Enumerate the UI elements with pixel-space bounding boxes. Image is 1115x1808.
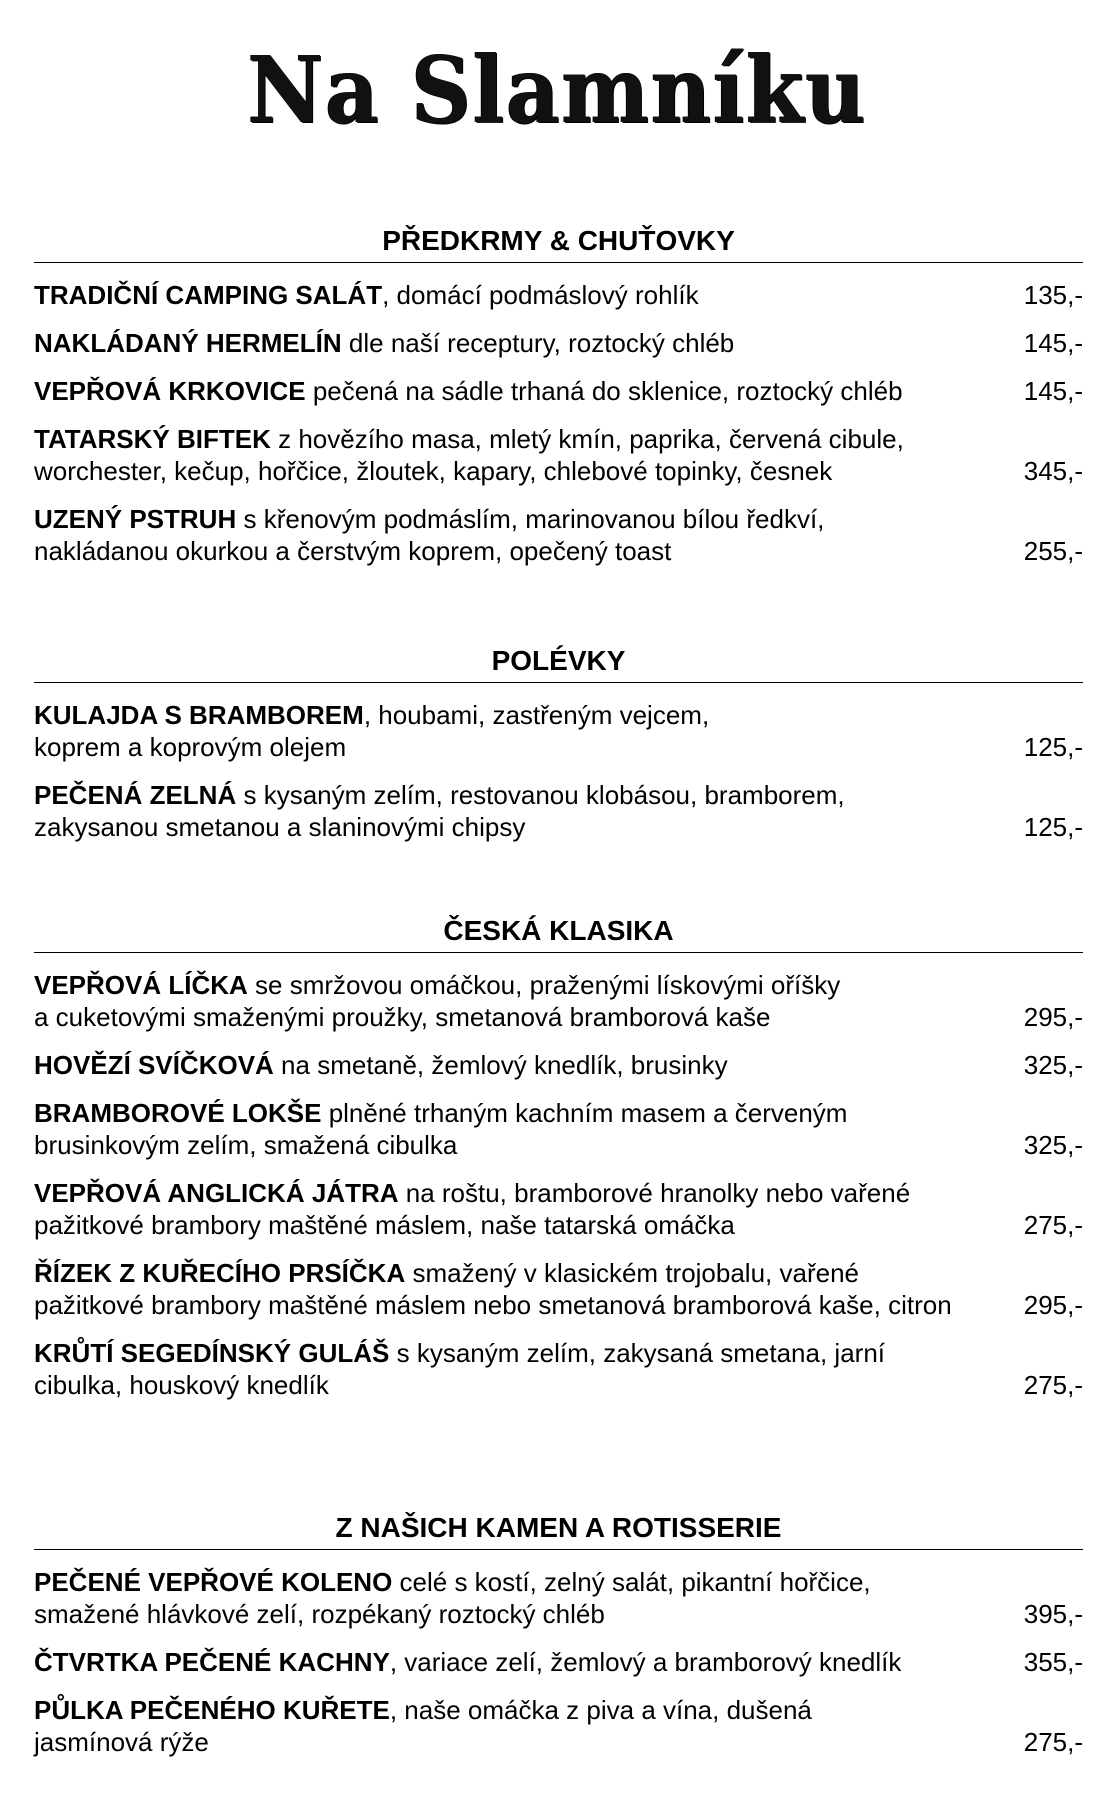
menu-item bbox=[34, 699, 1083, 763]
item-description: pečená na sádle trhaná do sklenice, roztocký chléb bbox=[305, 376, 903, 406]
item-description: smažený v klasickém trojobalu, vařené pažitkové brambory maštěné máslem nebo smetanová bramborová kaše, citron bbox=[34, 1258, 952, 1320]
menu-item bbox=[34, 1049, 1083, 1081]
menu-item bbox=[34, 327, 1083, 359]
item-name: UZENÝ PSTRUH bbox=[34, 504, 237, 534]
menu-item bbox=[34, 503, 1083, 567]
item-price: 125,- bbox=[1023, 812, 1083, 842]
section-predkrmy bbox=[34, 224, 1083, 567]
item-price: 355,- bbox=[1023, 1647, 1083, 1677]
item-description: , naše omáčka z piva a vína, dušená jasmínová rýže bbox=[34, 1695, 812, 1757]
section-heading: Z NAŠICH KAMEN A ROTISSERIE bbox=[34, 1511, 1083, 1550]
item-name: VEPŘOVÁ KRKOVICE bbox=[34, 376, 306, 406]
item-description: celé s kostí, zelný salát, pikantní hořčice, smažené hlávkové zelí, rozpékaný roztocký chléb bbox=[34, 1567, 871, 1629]
item-name: KRŮTÍ SEGEDÍNSKÝ GULÁŠ bbox=[34, 1338, 390, 1368]
item-price: 325,- bbox=[1023, 1130, 1083, 1160]
item-name: BRAMBOROVÉ LOKŠE bbox=[34, 1098, 322, 1128]
menu-item bbox=[34, 1177, 1083, 1241]
item-name: VEPŘOVÁ LÍČKA bbox=[34, 970, 248, 1000]
item-description: dle naší receptury, roztocký chléb bbox=[341, 328, 735, 358]
item-price: 345,- bbox=[1023, 456, 1083, 486]
item-name: PEČENÉ VEPŘOVÉ KOLENO bbox=[34, 1567, 393, 1597]
item-description: se smržovou omáčkou, praženými lískovými oříšky a cuketovými smaženými proužky, smetanová bramborová kaše bbox=[34, 970, 841, 1032]
item-name: PŮLKA PEČENÉHO KUŘETE bbox=[34, 1695, 390, 1725]
item-price: 145,- bbox=[1023, 376, 1083, 406]
menu-item bbox=[34, 1257, 1083, 1321]
item-price: 135,- bbox=[1023, 280, 1083, 310]
restaurant-logo: Na Slamníku bbox=[247, 36, 868, 144]
menu-item bbox=[34, 423, 1083, 487]
item-description: s kysaným zelím, zakysaná smetana, jarní cibulka, houskový knedlík bbox=[34, 1338, 885, 1400]
item-name: TRADIČNÍ CAMPING SALÁT bbox=[34, 280, 383, 310]
section-heading: POLÉVKY bbox=[34, 644, 1083, 683]
section-ceska-klasika bbox=[34, 914, 1083, 1401]
item-price: 395,- bbox=[1023, 1599, 1083, 1629]
item-price: 295,- bbox=[1023, 1290, 1083, 1320]
item-price: 275,- bbox=[1023, 1370, 1083, 1400]
item-name: TATARSKÝ BIFTEK bbox=[34, 424, 271, 454]
item-description: s křenovým podmáslím, marinovanou bílou ředkví, nakládanou okurkou a čerstvým koprem, opečený toast bbox=[34, 504, 825, 566]
item-description: , houbami, zastřeným vejcem, koprem a koprovým olejem bbox=[34, 700, 710, 762]
section-heading: PŘEDKRMY & CHUŤOVKY bbox=[34, 224, 1083, 263]
item-price: 125,- bbox=[1023, 732, 1083, 762]
item-description: , variace zelí, žemlový a bramborový knedlík bbox=[389, 1647, 902, 1677]
item-description: plněné trhaným kachním masem a červeným brusinkovým zelím, smažená cibulka bbox=[34, 1098, 848, 1160]
section-heading: ČESKÁ KLASIKA bbox=[34, 914, 1083, 953]
item-description: z hovězího masa, mletý kmín, paprika, červená cibule, worchester, kečup, hořčice, žloutek, kapary, chlebové topinky, česnek bbox=[34, 424, 904, 486]
menu-item bbox=[34, 375, 1083, 407]
section-kamna-rotisserie bbox=[34, 1511, 1083, 1758]
item-name: HOVĚZÍ SVÍČKOVÁ bbox=[34, 1050, 274, 1080]
section-polevky bbox=[34, 644, 1083, 843]
menu-item bbox=[34, 1646, 1083, 1678]
item-description: , domácí podmáslový rohlík bbox=[382, 280, 699, 310]
menu-item bbox=[34, 1097, 1083, 1161]
item-name: VEPŘOVÁ ANGLICKÁ JÁTRA bbox=[34, 1178, 399, 1208]
item-name: ČTVRTKA PEČENÉ KACHNY bbox=[34, 1647, 390, 1677]
item-description: s kysaným zelím, restovanou klobásou, bramborem, zakysanou smetanou a slaninovými chipsy bbox=[34, 780, 845, 842]
item-description: na roštu, bramborové hranolky nebo vařené pažitkové brambory maštěné máslem, naše tatarská omáčka bbox=[34, 1178, 911, 1240]
item-name: ŘÍZEK Z KUŘECÍHO PRSÍČKA bbox=[34, 1258, 406, 1288]
item-description: na smetaně, žemlový knedlík, brusinky bbox=[273, 1050, 728, 1080]
item-price: 275,- bbox=[1023, 1727, 1083, 1757]
item-price: 255,- bbox=[1023, 536, 1083, 566]
item-name: PEČENÁ ZELNÁ bbox=[34, 780, 237, 810]
menu-item bbox=[34, 279, 1083, 311]
item-price: 295,- bbox=[1023, 1002, 1083, 1032]
menu-item bbox=[34, 779, 1083, 843]
item-name: NAKLÁDANÝ HERMELÍN bbox=[34, 328, 342, 358]
menu-item bbox=[34, 969, 1083, 1033]
item-price: 275,- bbox=[1023, 1210, 1083, 1240]
menu-item bbox=[34, 1694, 1083, 1758]
item-price: 325,- bbox=[1023, 1050, 1083, 1080]
item-name: KULAJDA S BRAMBOREM bbox=[34, 700, 364, 730]
item-price: 145,- bbox=[1023, 328, 1083, 358]
menu-item bbox=[34, 1337, 1083, 1401]
menu-item bbox=[34, 1566, 1083, 1630]
